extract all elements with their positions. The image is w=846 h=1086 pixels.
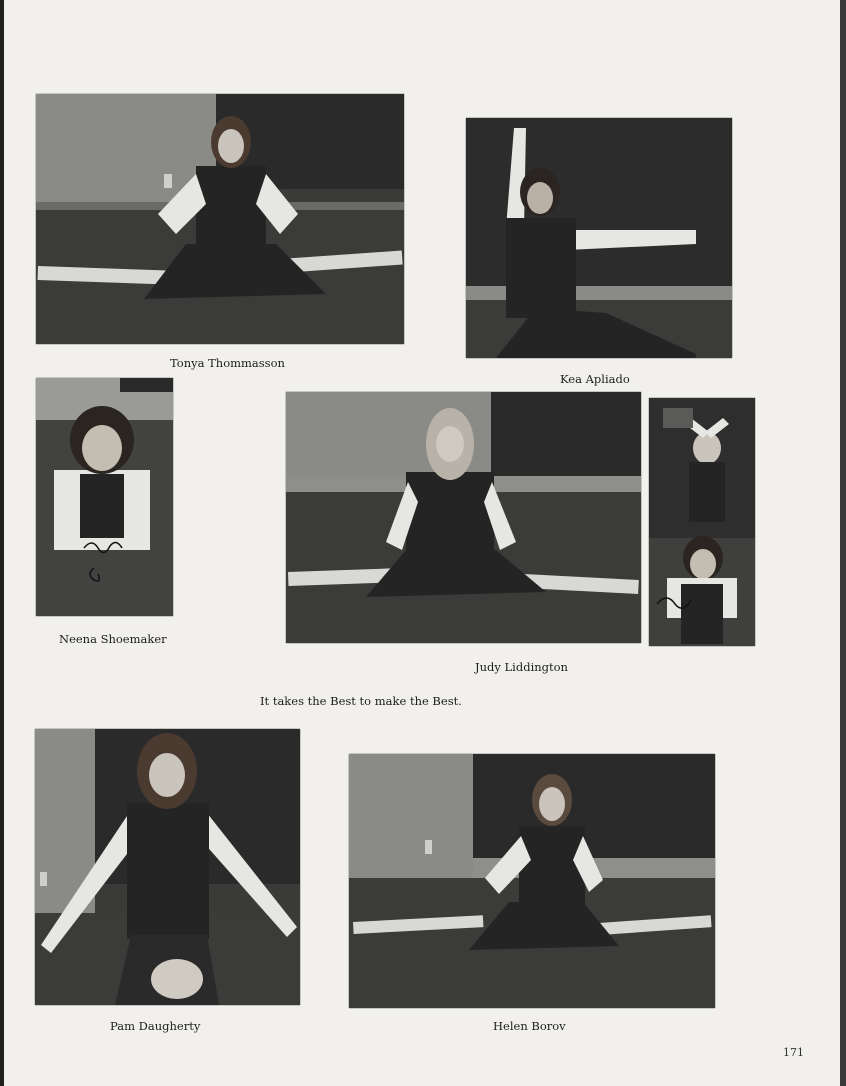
photo-judy-liddington — [286, 392, 641, 643]
photo-image — [36, 94, 404, 344]
photo-image — [35, 729, 300, 1005]
page-number: 171 — [783, 1046, 804, 1059]
photo-tonya-thommasson — [36, 94, 404, 344]
photo-pam-daugherty — [35, 729, 300, 1005]
photo-helen-borov — [349, 754, 715, 1008]
caption-pam-daugherty: Pam Daugherty — [110, 1019, 201, 1033]
caption-neena-shoemaker: Neena Shoemaker — [59, 632, 167, 646]
caption-kea-apliado: Kea Apliado — [560, 372, 630, 386]
caption-tonya-thommasson: Tonya Thommasson — [170, 356, 285, 370]
photo-kea-apliado — [466, 118, 732, 358]
photo-image — [36, 378, 173, 616]
photo-two-cheerleaders — [649, 398, 755, 646]
page-tagline: It takes the Best to make the Best. — [260, 694, 462, 708]
caption-judy-liddington: Judy Liddington — [475, 660, 568, 674]
photo-image — [466, 118, 732, 358]
photo-neena-shoemaker — [36, 378, 173, 616]
photo-image — [349, 754, 715, 1008]
photo-image — [286, 392, 641, 643]
photo-image — [649, 398, 755, 646]
caption-helen-borov: Helen Borov — [493, 1019, 566, 1033]
yearbook-page — [4, 0, 840, 1086]
